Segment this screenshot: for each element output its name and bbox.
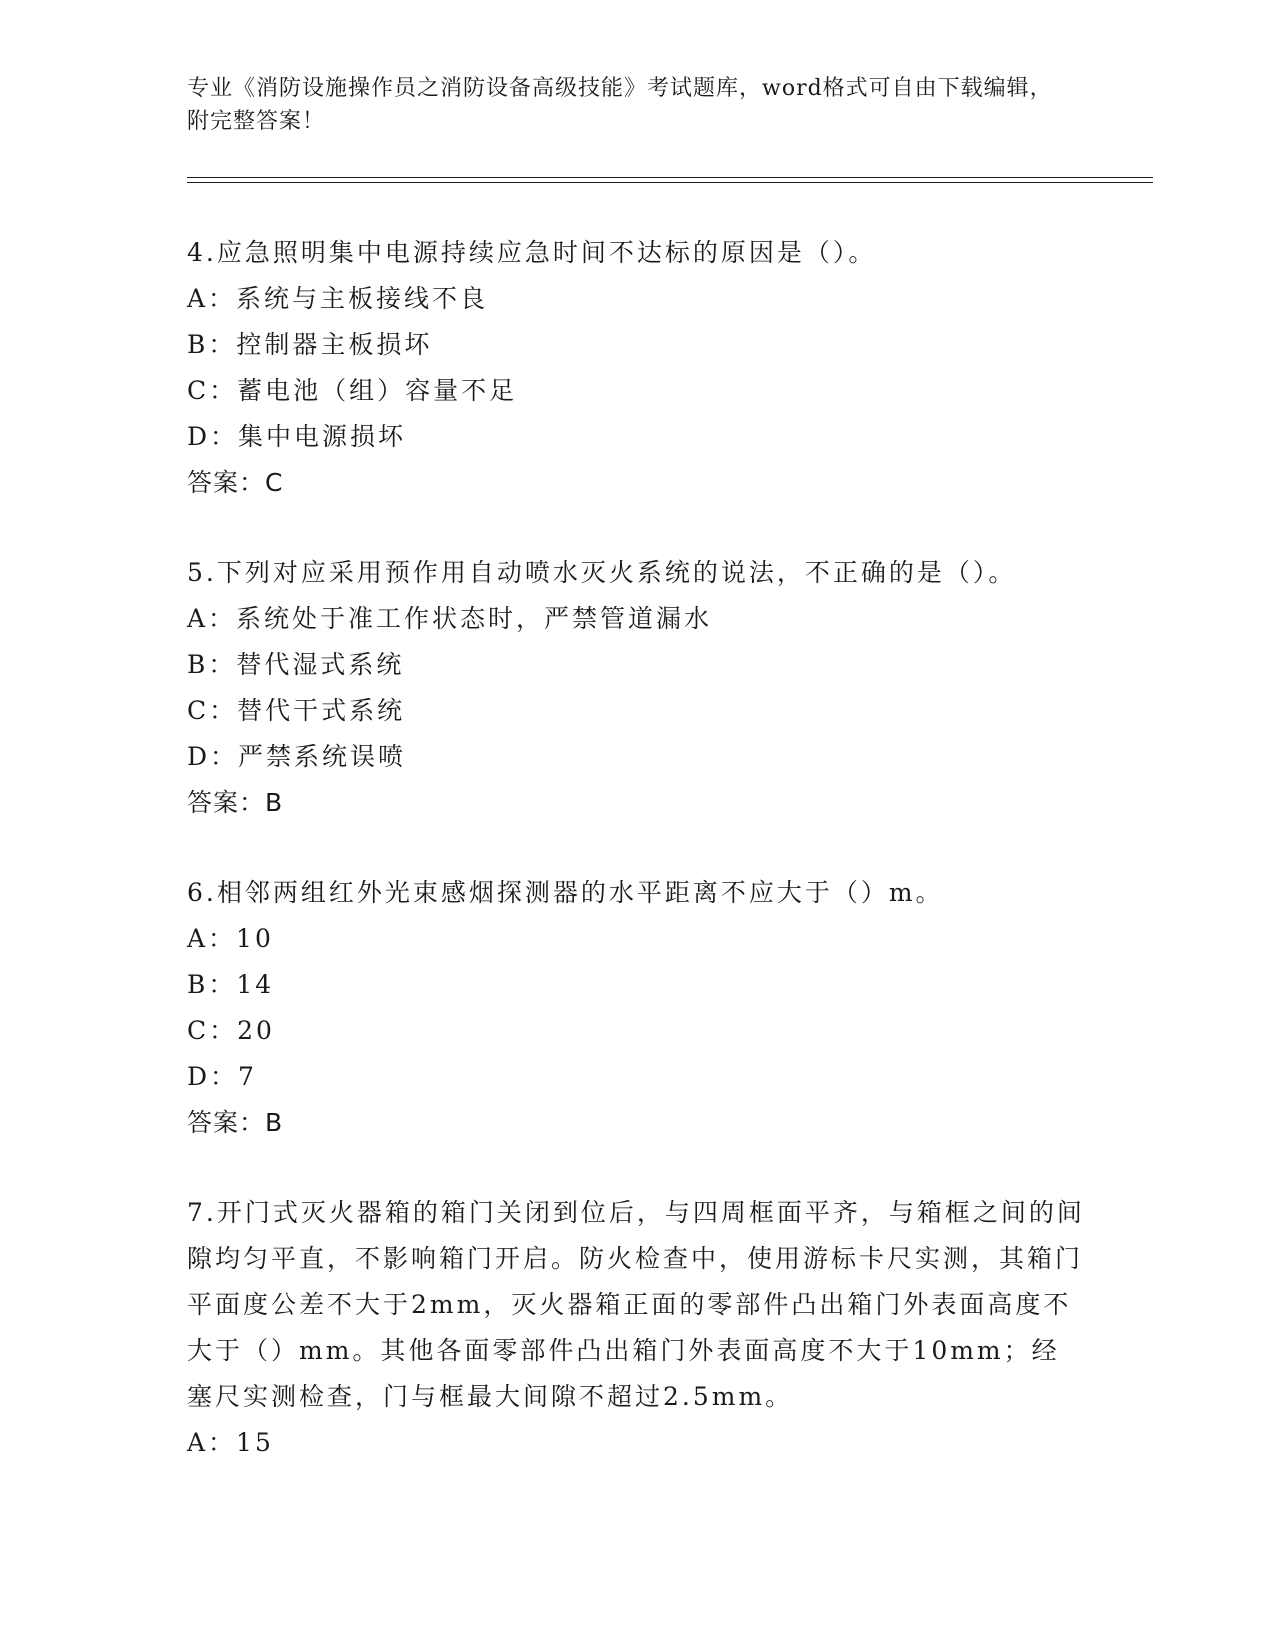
option-a: A：10: [187, 924, 274, 953]
question-6: [187, 870, 1087, 1146]
question-stem: 7.开门式灭火器箱的箱门关闭到位后，与四周框面平齐，与箱框之间的间隙均匀平直，不影响箱门开启。防火检查中，使用游标卡尺实测，其箱门平面度公差不大于2mm，灭火器箱正面的零部件凸出箱门外表面高度不大于（）mm。其他各面零部件凸出箱门外表面高度不大于10mm；经塞尺实测检查，门与框最大间隙不超过2.5mm。: [187, 1198, 1085, 1411]
option-c: C：20: [187, 1016, 275, 1045]
option-a: A：系统处于准工作状态时，严禁管道漏水: [187, 604, 713, 633]
option-d: D：严禁系统误喷: [187, 742, 407, 771]
question-7: [187, 1190, 1087, 1466]
option-c: C：蓄电池（组）容量不足: [187, 376, 518, 405]
header-divider: [187, 177, 1153, 183]
question-stem: 5.下列对应采用预作用自动喷水灭火系统的说法，不正确的是（）。: [187, 558, 1017, 587]
option-b: B：14: [187, 970, 275, 999]
option-a: A：系统与主板接线不良: [187, 284, 489, 313]
question-stem: 6.相邻两组红外光束感烟探测器的水平距离不应大于（）m。: [187, 878, 944, 907]
option-d: D：7: [187, 1062, 257, 1091]
option-a: A：15: [187, 1428, 274, 1457]
question-5: [187, 550, 1087, 826]
option-b: B：替代湿式系统: [187, 650, 405, 679]
answer-line: 答案：B: [187, 788, 284, 817]
answer-line: 答案：C: [187, 468, 284, 497]
document-header: 专业《消防设施操作员之消防设备高级技能》考试题库，word格式可自由下载编辑，附完整答案！: [187, 76, 1053, 134]
question-list: [187, 230, 1087, 1510]
answer-line: 答案：B: [187, 1108, 284, 1137]
question-4: [187, 230, 1087, 506]
option-d: D：集中电源损坏: [187, 422, 407, 451]
question-stem: 4.应急照明集中电源持续应急时间不达标的原因是（）。: [187, 238, 877, 267]
option-b: B：控制器主板损坏: [187, 330, 433, 359]
option-c: C：替代干式系统: [187, 696, 406, 725]
